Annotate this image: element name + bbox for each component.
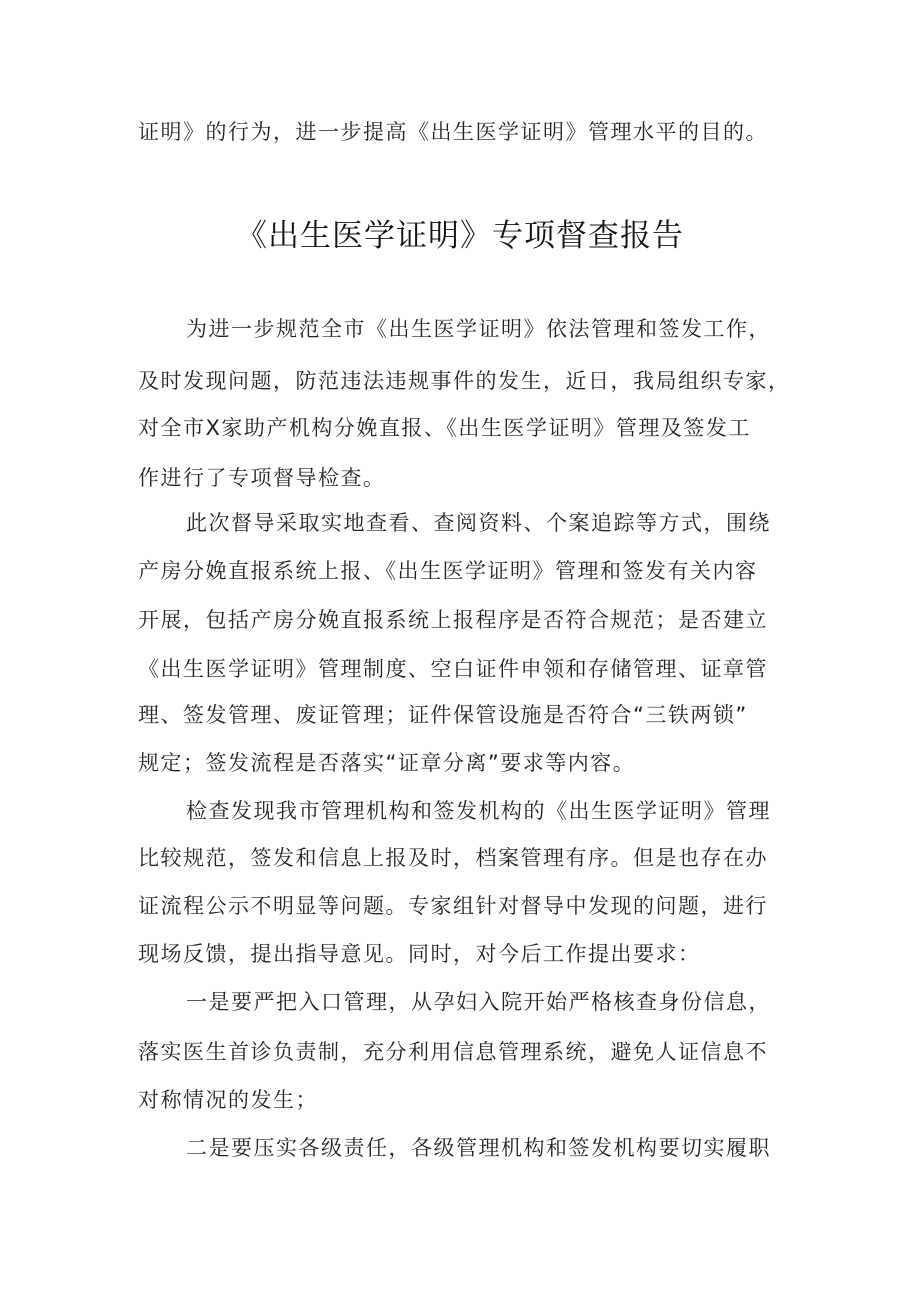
paragraph-3-line-2: 比较规范，签发和信息上报及时，档案管理有序。但是也存在办 xyxy=(138,846,768,870)
paragraph-4-line-3: 对称情况的发生； xyxy=(138,1088,318,1112)
paragraph-4-line-2: 落实医生首诊负责制，充分利用信息管理系统，避免人证信息不 xyxy=(138,1040,768,1064)
paragraph-3-line-3: 证流程公示不明显等问题。专家组针对督导中发现的问题，进行 xyxy=(138,894,768,918)
paragraph-1-line-1: 为进一步规范全市《出生医学证明》依法管理和签发工作， xyxy=(186,317,771,341)
paragraph-2-line-4: 《出生医学证明》管理制度、空白证件申领和存储管理、证章管 xyxy=(138,657,768,681)
paragraph-1-line-4: 作进行了专项督导检查。 xyxy=(138,466,386,490)
paragraph-3-line-1: 检查发现我市管理机构和签发机构的《出生医学证明》管理 xyxy=(186,799,771,823)
paragraph-2-line-1: 此次督导采取实地查看、查阅资料、个案追踪等方式，围绕 xyxy=(186,511,771,535)
paragraph-4-line-1: 一是要严把入口管理，从孕妇入院开始严格核查身份信息， xyxy=(186,990,771,1014)
paragraph-2-line-3: 开展，包括产房分娩直报系统上报程序是否符合规范；是否建立 xyxy=(138,608,768,632)
paragraph-2-line-6: 规定；签发流程是否落实“证章分离”要求等内容。 xyxy=(138,751,636,775)
paragraph-3-line-4: 现场反馈，提出指导意见。同时，对今后工作提出要求： xyxy=(138,942,701,966)
paragraph-5-line-1: 二是要压实各级责任，各级管理机构和签发机构要切实履职 xyxy=(186,1136,771,1160)
paragraph-2-line-2: 产房分娩直报系统上报、《出生医学证明》管理和签发有关内容 xyxy=(138,559,758,583)
paragraph-1-line-2: 及时发现问题，防范违法违规事件的发生，近日，我局组织专家， xyxy=(138,369,791,393)
paragraph-2-line-5: 理、签发管理、废证管理；证件保管设施是否符合“三铁两锁” xyxy=(138,703,748,727)
report-title: 《出生医学证明》专项督查报告 xyxy=(236,218,684,254)
carryover-text-line: 证明》的行为，进一步提高《出生医学证明》管理水平的目的。 xyxy=(138,120,768,144)
paragraph-1-line-3: 对全市X家助产机构分娩直报、《出生医学证明》管理及签发工 xyxy=(138,416,751,440)
